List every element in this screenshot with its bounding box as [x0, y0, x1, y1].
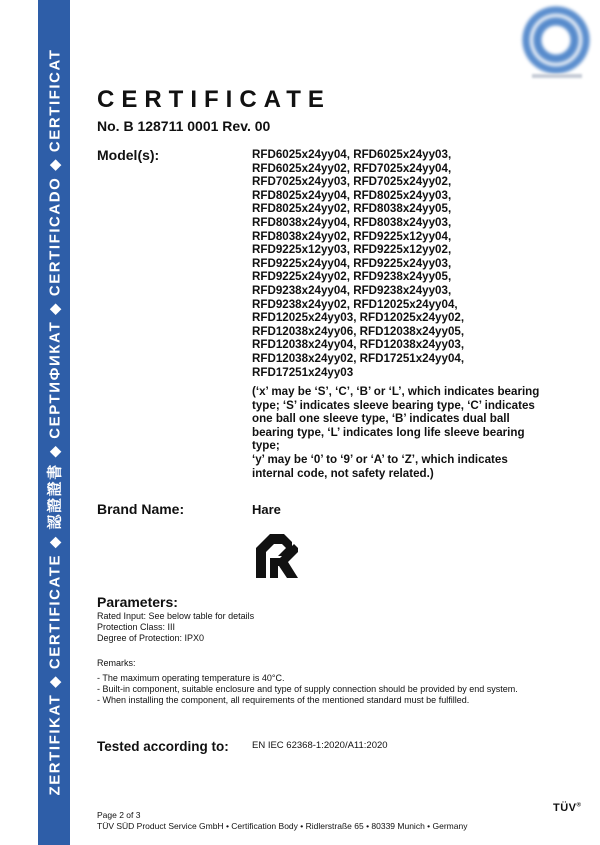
model-line: RFD9225x24yy04, RFD9225x24yy03, [252, 256, 452, 270]
footer-address: TÜV SÜD Product Service GmbH • Certification Body • Ridlerstraße 65 • 80339 Munich • Germany [97, 821, 468, 831]
page-number: Page 2 of 3 [97, 810, 141, 820]
parameters-list [97, 611, 254, 644]
remark-item: - Built-in component, suitable enclosure and type of supply connection should be provided by end system. [97, 684, 518, 694]
remarks-heading: Remarks: [97, 658, 136, 668]
parameters-title: Parameters: [97, 594, 178, 610]
parameter-protection-class: Protection Class: III [97, 622, 176, 632]
model-line: RFD12038x24yy02, RFD17251x24yy04, [252, 351, 465, 365]
tuv-seal-icon [522, 6, 590, 74]
certificate-title: CERTIFICATE [97, 86, 331, 113]
model-line: RFD7025x24yy03, RFD7025x24yy02, [252, 175, 452, 189]
remark-item: - When installing the component, all requirements of the mentioned standard must be fulfilled. [97, 695, 470, 705]
models-label: Model(s): [97, 147, 160, 163]
bearing-type-note: (‘x’ may be ‘S’, ‘C’, ‘B’ or ‘L’, which indicates bearing type; ‘S’ indicates sleeve bearing type, ‘C’ indicates one ball one sleeve type, ‘B’ indicates dual ball bearing type, ‘L’ indicates long life sleeve bearing type; [252, 385, 540, 453]
model-line: RFD6025x24yy04, RFD6025x24yy03, [252, 148, 452, 161]
parameter-degree-protection: Degree of Protection: IPX0 [97, 633, 205, 643]
internal-code-note: ‘y’ may be ‘0’ to ‘9’ or ‘A’ to ‘Z’, which indicates internal code, not safety related.) [252, 452, 508, 480]
sidebar-certificate-text: ZERTIFIKAT ◆ CERTIFICATE ◆ 認證證書 ◆ СЕРТИФИКАТ ◆ CERTIFICADO ◆ CERTIFICAT [46, 48, 64, 796]
tuv-mark [553, 802, 581, 814]
seal-caption-blur [532, 74, 582, 78]
model-line: RFD6025x24yy02, RFD7025x24yy04, [252, 161, 452, 175]
remark-item: - The maximum operating temperature is 40°C. [97, 673, 285, 683]
registered-mark: ® [576, 802, 582, 809]
model-line: RFD8038x24yy04, RFD8038x24yy03, [252, 215, 452, 229]
model-line: RFD12038x24yy06, RFD12038x24yy05, [252, 324, 465, 338]
remarks-section [97, 658, 537, 706]
footer [97, 810, 467, 832]
model-line: RFD8025x24yy04, RFD8025x24yy03, [252, 188, 452, 202]
model-notes [252, 385, 552, 480]
tuv-mark-text: TÜV [553, 802, 577, 814]
tested-standard-value: EN IEC 62368-1:2020/A11:2020 [252, 740, 388, 751]
model-line: RFD12025x24yy03, RFD12025x24yy02, [252, 311, 465, 325]
model-line: RFD8025x24yy02, RFD8038x24yy05, [252, 202, 452, 216]
model-line: RFD9238x24yy02, RFD12025x24yy04, [252, 297, 458, 311]
brand-value: Hare [252, 502, 281, 517]
model-line: RFD12038x24yy04, RFD12038x24yy03, [252, 338, 465, 352]
model-line: RFD17251x24yy03 [252, 365, 354, 379]
parameter-rated-input: Rated Input: See below table for details [97, 611, 255, 621]
model-line: RFD9225x24yy02, RFD9238x24yy05, [252, 270, 452, 284]
model-line: RFD9225x12yy03, RFD9225x12yy02, [252, 243, 452, 257]
certificate-number: No. B 128711 0001 Rev. 00 [97, 118, 271, 134]
brand-label: Brand Name: [97, 501, 185, 517]
tested-according-label: Tested according to: [97, 739, 229, 754]
model-line: RFD9238x24yy04, RFD9238x24yy03, [252, 283, 452, 297]
models-list [252, 148, 464, 379]
hare-logo-icon [254, 532, 298, 578]
model-line: RFD8038x24yy02, RFD9225x12yy04, [252, 229, 452, 243]
